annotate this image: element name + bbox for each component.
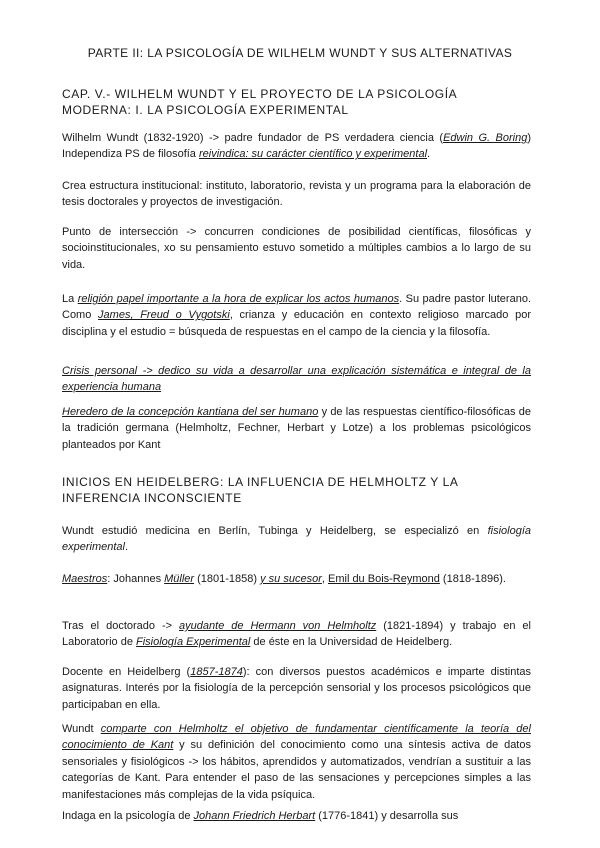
text-run: Wilhelm Wundt (1832-1920) -> padre fundador de PS verdadera ciencia ( (62, 132, 444, 144)
emphasis-names: James, Freud o Vygotski (98, 309, 230, 322)
emphasis-helmholtz: ayudante de Hermann von Helmholtz (179, 620, 377, 632)
text-run: ): con diversos puestos académicos e imparte distintas asignaturas. Interés por la fisiología de la percepción sensorial y los procesos psicológicos que participaban en ella. (62, 666, 531, 711)
text-run: y de las respuestas científico-filosóficas de la tradición germana (Helmholtz, Fechner, Herbart y Lotze) a los problemas psicológicos planteados por Kant (62, 406, 532, 451)
section-heading-line1: INICIOS EN HEIDELBERG: LA INFLUENCIA DE HELMHOLTZ Y LA (62, 475, 459, 489)
paragraph-intersection: Punto de intersección -> concurren condiciones de posibilidad científicas, filosóficas y socioinstitucionales, xo su pensamiento estuvo sometido a múltiples cambios a lo largo de su vida. (62, 226, 531, 271)
text-run: de éste en la Universidad de Heidelberg. (250, 636, 453, 649)
paragraph-religion (62, 291, 531, 340)
text-run: . Su padre pastor luterano. Como (62, 293, 531, 322)
emphasis-sucesor: y su sucesor (260, 573, 322, 585)
text-run: ) Independiza PS de filosofía (62, 132, 531, 161)
paragraph-doctorado (62, 618, 531, 651)
emphasis-boring: Edwin G. Boring (443, 132, 528, 144)
paragraph-wundt-intro (62, 130, 531, 163)
chapter-heading-line2: MODERNA: I. LA PSICOLOGÍA EXPERIMENTAL (62, 103, 349, 117)
text-run: Tras el doctorado -> (62, 620, 180, 632)
emphasis-fisiologia: fisiología experimental (62, 525, 531, 554)
text-run: : Johannes (107, 573, 165, 585)
part-title: PARTE II: LA PSICOLOGÍA DE WILHELM WUNDT Y SUS ALTERNATIVAS (87, 46, 513, 60)
chapter-heading-line1: CAP. V.- WILHELM WUNDT Y EL PROYECTO DE LA PSICOLOGÍA (62, 87, 458, 101)
text-run: Docente en Heidelberg ( (62, 666, 191, 678)
paragraph-crisis (62, 363, 531, 396)
paragraph-herbart (62, 808, 531, 824)
text-run: (1801-1858) (194, 573, 261, 585)
text-run: Wundt estudió medicina en Berlín, Tubinga y Heidelberg, se especializó en (62, 525, 488, 537)
section-heading (62, 474, 532, 506)
section-heading-line2: INFERENCIA INCONSCIENTE (62, 491, 242, 505)
emphasis-laboratorio: Fisiología Experimental (136, 636, 251, 649)
text-run: (1776-1841) y desarrolla sus (315, 810, 459, 822)
paragraph-institutional: Crea estructura institucional: instituto, laboratorio, revista y un programa para la elaboración de tesis doctorales y proyectos de investigación. (62, 180, 531, 209)
paragraph-maestros (62, 571, 531, 587)
emphasis-years: 1857-1874 (190, 666, 243, 678)
emphasis-objetivo: comparte con Helmholtz el objetivo de fundamentar científicamente la teoría del conocimiento de Kant (62, 723, 531, 752)
chapter-heading (62, 86, 532, 118)
text-run: (1818-1896). (439, 573, 506, 585)
emphasis-religion: religión papel importante a la hora de explicar los actos humanos (77, 293, 400, 305)
paragraph-heredero (62, 404, 531, 453)
paragraph-kant (62, 721, 531, 803)
text-run: . (124, 541, 129, 554)
emphasis-maestros: Maestros (62, 573, 108, 585)
text-run: , (321, 573, 328, 585)
text-run: , crianza y educación en contexto religioso marcado por disciplina y el estudio = búsqueda de respuestas en el campo de la ciencia y la filosofía. (62, 309, 531, 338)
emphasis-reivindica: reivindica: su carácter científico y experimental (198, 148, 428, 161)
text-run: Indaga en la psicología de (62, 810, 194, 822)
emphasis-crisis: Crisis personal -> dedico su vida a desarrollar una explicación sistemática e integral de la experiencia humana (62, 365, 531, 394)
text-run: (1821-1894) y trabajo en el Laboratorio de (62, 620, 531, 649)
text-run: Wundt (62, 723, 101, 735)
text-run: La (62, 293, 78, 305)
emphasis-bois-reymond: Emil du Bois-Reymond (328, 573, 440, 585)
text-run: . (427, 148, 431, 161)
emphasis-herbart: Johann Friedrich Herbart (193, 810, 316, 822)
emphasis-muller: Müller (164, 573, 195, 585)
text-run: y su definición del conocimiento como una síntesis activa de datos sensoriales y fisiológicos -> los hábitos, aprendidos y automatizados, vendrían a sustituir a las categorías de Kant. Para entender el paso de las sensaciones y percepciones simples a las manifestaciones más complejas de la vida psíquica. (62, 739, 531, 801)
emphasis-heredero: Heredero de la concepción kantiana del ser humano (62, 406, 319, 418)
paragraph-studies (62, 523, 531, 556)
paragraph-docente (62, 664, 531, 713)
